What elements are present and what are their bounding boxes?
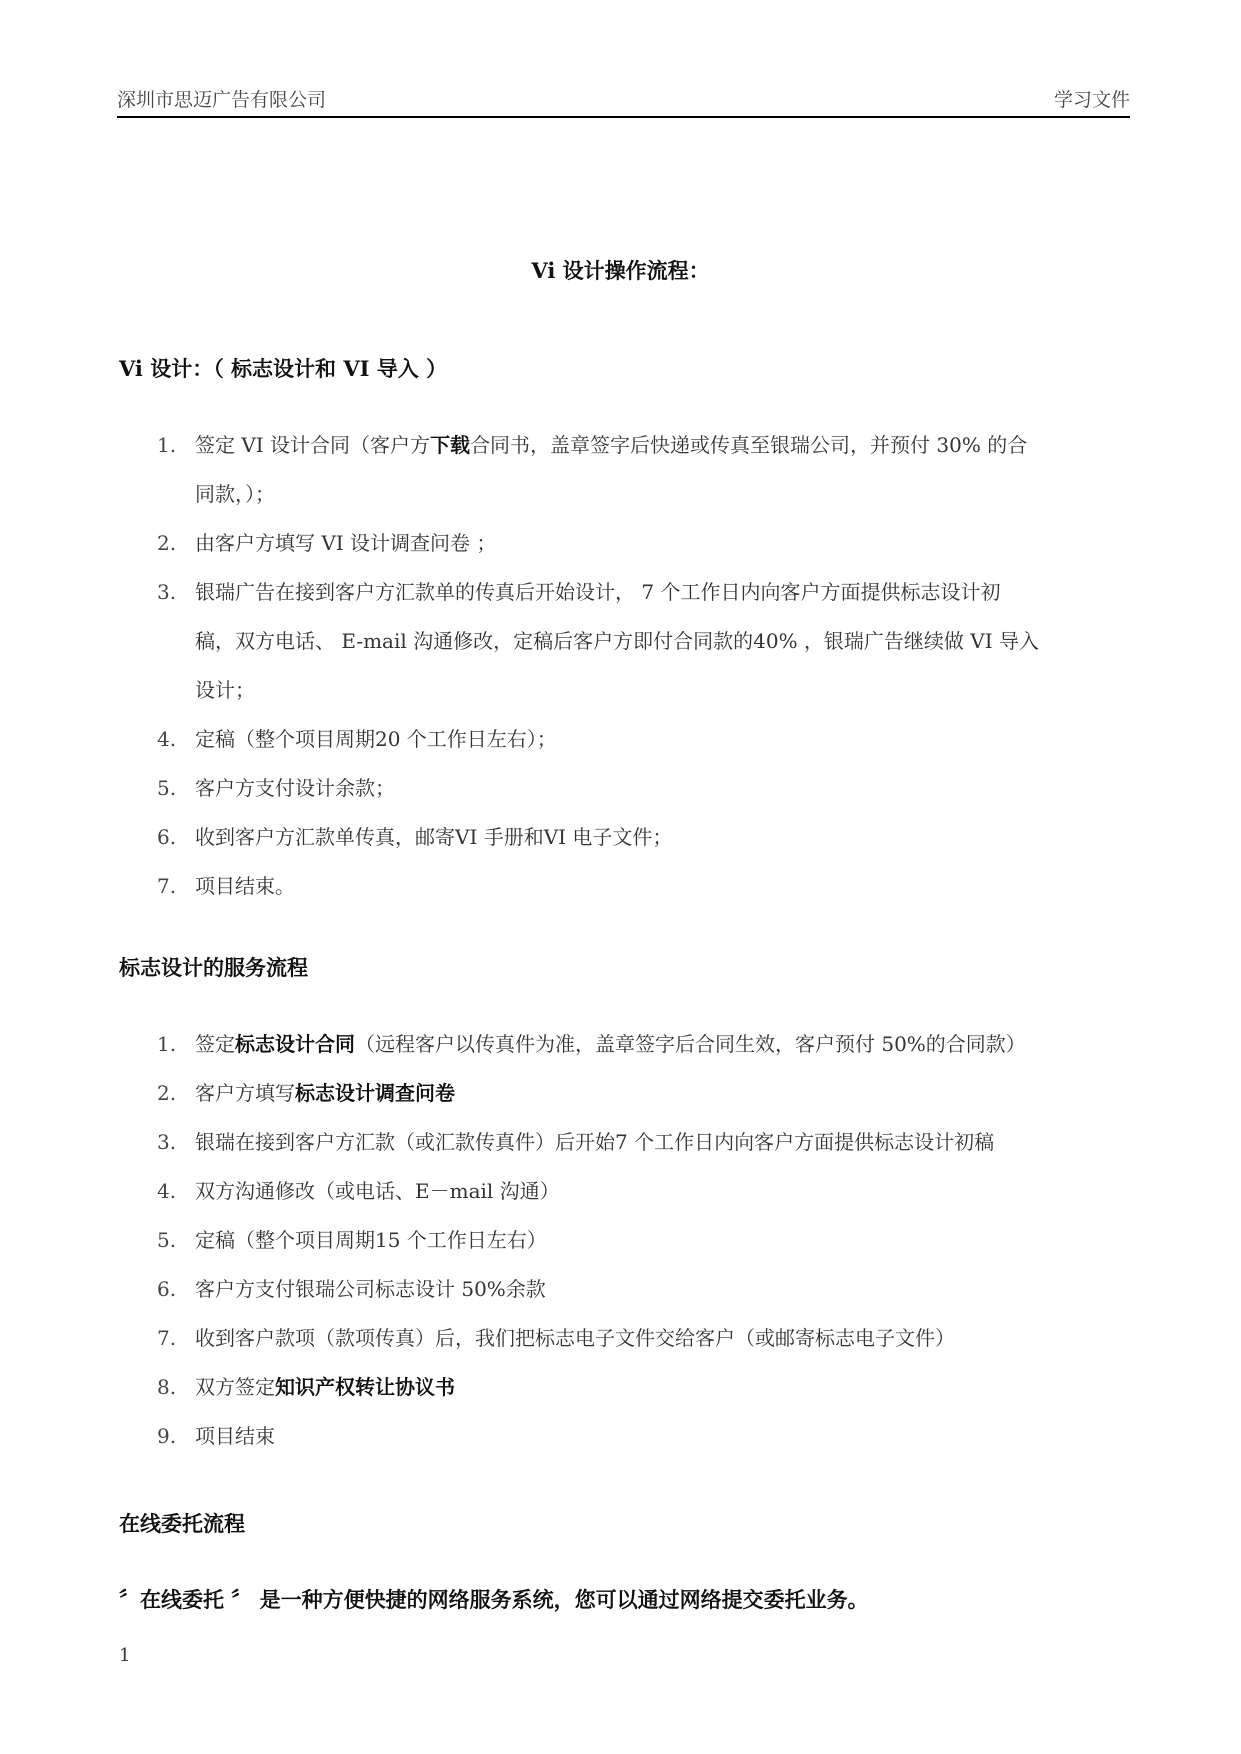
list-text-continued: 设计；: [195, 678, 255, 702]
list-bold-text: 知识产权转让协议书: [275, 1375, 455, 1399]
list-text: 客户方支付设计余款；: [195, 776, 395, 800]
list-text: 双方签定: [195, 1375, 275, 1399]
vi-design-steps: [119, 421, 1139, 911]
list-text: 收到客户款项（款项传真）后，我们把标志电子文件交给客户（或邮寄标志电子文件）: [195, 1326, 955, 1350]
list-text: 项目结束: [195, 1424, 275, 1448]
list-text: 定稿（整个项目周期20 个工作日左右）；: [195, 727, 557, 751]
list-number: 9.: [157, 1424, 177, 1448]
list-text: 合同书，盖章签字后快递或传真至银瑞公司，并预付 30% 的合: [470, 433, 1028, 457]
list-number: 3.: [157, 580, 177, 604]
page-number: 1: [119, 1645, 131, 1666]
page-header: [117, 86, 1130, 118]
list-number: 1.: [157, 433, 177, 457]
list-item: [119, 862, 1139, 911]
section-online-commission-title: 在线委托流程: [119, 1511, 245, 1536]
list-text: 签定: [195, 1032, 235, 1056]
header-doc-type: 学习文件: [1053, 89, 1130, 111]
list-item: [119, 1265, 1139, 1314]
list-text-continued: 稿，双方电话、 E-mail 沟通修改，定稿后客户方即付合同款的40% ，银瑞广告继续做 VI 导入: [195, 629, 1039, 653]
list-number: 5.: [157, 1228, 177, 1252]
list-number: 7.: [157, 874, 177, 898]
list-item: [119, 1216, 1139, 1265]
list-item: [119, 1118, 1139, 1167]
list-item: [119, 764, 1139, 813]
list-item: [119, 1069, 1139, 1118]
list-text: （远程客户以传真件为准，盖章签字后合同生效，客户预付 50%的合同款）: [355, 1032, 1026, 1056]
list-number: 4.: [157, 727, 177, 751]
list-item: [119, 568, 1139, 715]
list-number: 4.: [157, 1179, 177, 1203]
list-item: [119, 1363, 1139, 1412]
header-company: 深圳市思迈广告有限公司: [117, 89, 327, 111]
list-text: 银瑞在接到客户方汇款（或汇款传真件）后开始7 个工作日内向客户方面提供标志设计初稿: [195, 1130, 995, 1154]
list-item: [119, 1167, 1139, 1216]
list-number: 2.: [157, 531, 177, 555]
list-text: 定稿（整个项目周期15 个工作日左右）: [195, 1228, 547, 1252]
section-logo-service-title: 标志设计的服务流程: [119, 955, 308, 980]
list-text: 银瑞广告在接到客户方汇款单的传真后开始设计， 7 个工作日内向客户方面提供标志设计初: [195, 580, 1001, 604]
document-title: Vi 设计操作流程：: [531, 258, 710, 283]
list-number: 6.: [157, 1277, 177, 1301]
list-item: [119, 1020, 1139, 1069]
list-text: 客户方填写: [195, 1081, 295, 1105]
list-text: 收到客户方汇款单传真，邮寄VI 手册和VI 电子文件；: [195, 825, 673, 849]
list-text: 项目结束。: [195, 874, 295, 898]
list-bold-text: 下载: [430, 433, 471, 457]
list-number: 8.: [157, 1375, 177, 1399]
section-vi-design-title: Vi 设计：（ 标志设计和 VI 导入 ）: [119, 356, 448, 381]
list-bold-text: 标志设计调查问卷: [295, 1081, 455, 1105]
list-item: [119, 715, 1139, 764]
online-commission-intro: 〞在线委托 〞 是一种方便快捷的网络服务系统，您可以通过网络提交委托业务。: [119, 1587, 869, 1612]
list-bold-text: 标志设计合同: [235, 1032, 355, 1056]
list-number: 7.: [157, 1326, 177, 1350]
list-number: 5.: [157, 776, 177, 800]
list-number: 1.: [157, 1032, 177, 1056]
list-number: 3.: [157, 1130, 177, 1154]
list-item: [119, 813, 1139, 862]
list-text: 双方沟通修改（或电话、E－mail 沟通）: [195, 1179, 560, 1203]
list-number: 6.: [157, 825, 177, 849]
list-text: 由客户方填写 VI 设计调查问卷 ；: [195, 531, 497, 555]
list-item: [119, 519, 1139, 568]
list-text-continued: 同款，）；: [195, 482, 275, 506]
list-number: 2.: [157, 1081, 177, 1105]
list-item: [119, 1412, 1139, 1461]
list-text: 客户方支付银瑞公司标志设计 50%余款: [195, 1277, 546, 1301]
list-item: [119, 1314, 1139, 1363]
logo-service-steps: [119, 1020, 1139, 1461]
list-text: 签定 VI 设计合同（客户方: [195, 433, 431, 457]
list-item: [119, 421, 1139, 519]
